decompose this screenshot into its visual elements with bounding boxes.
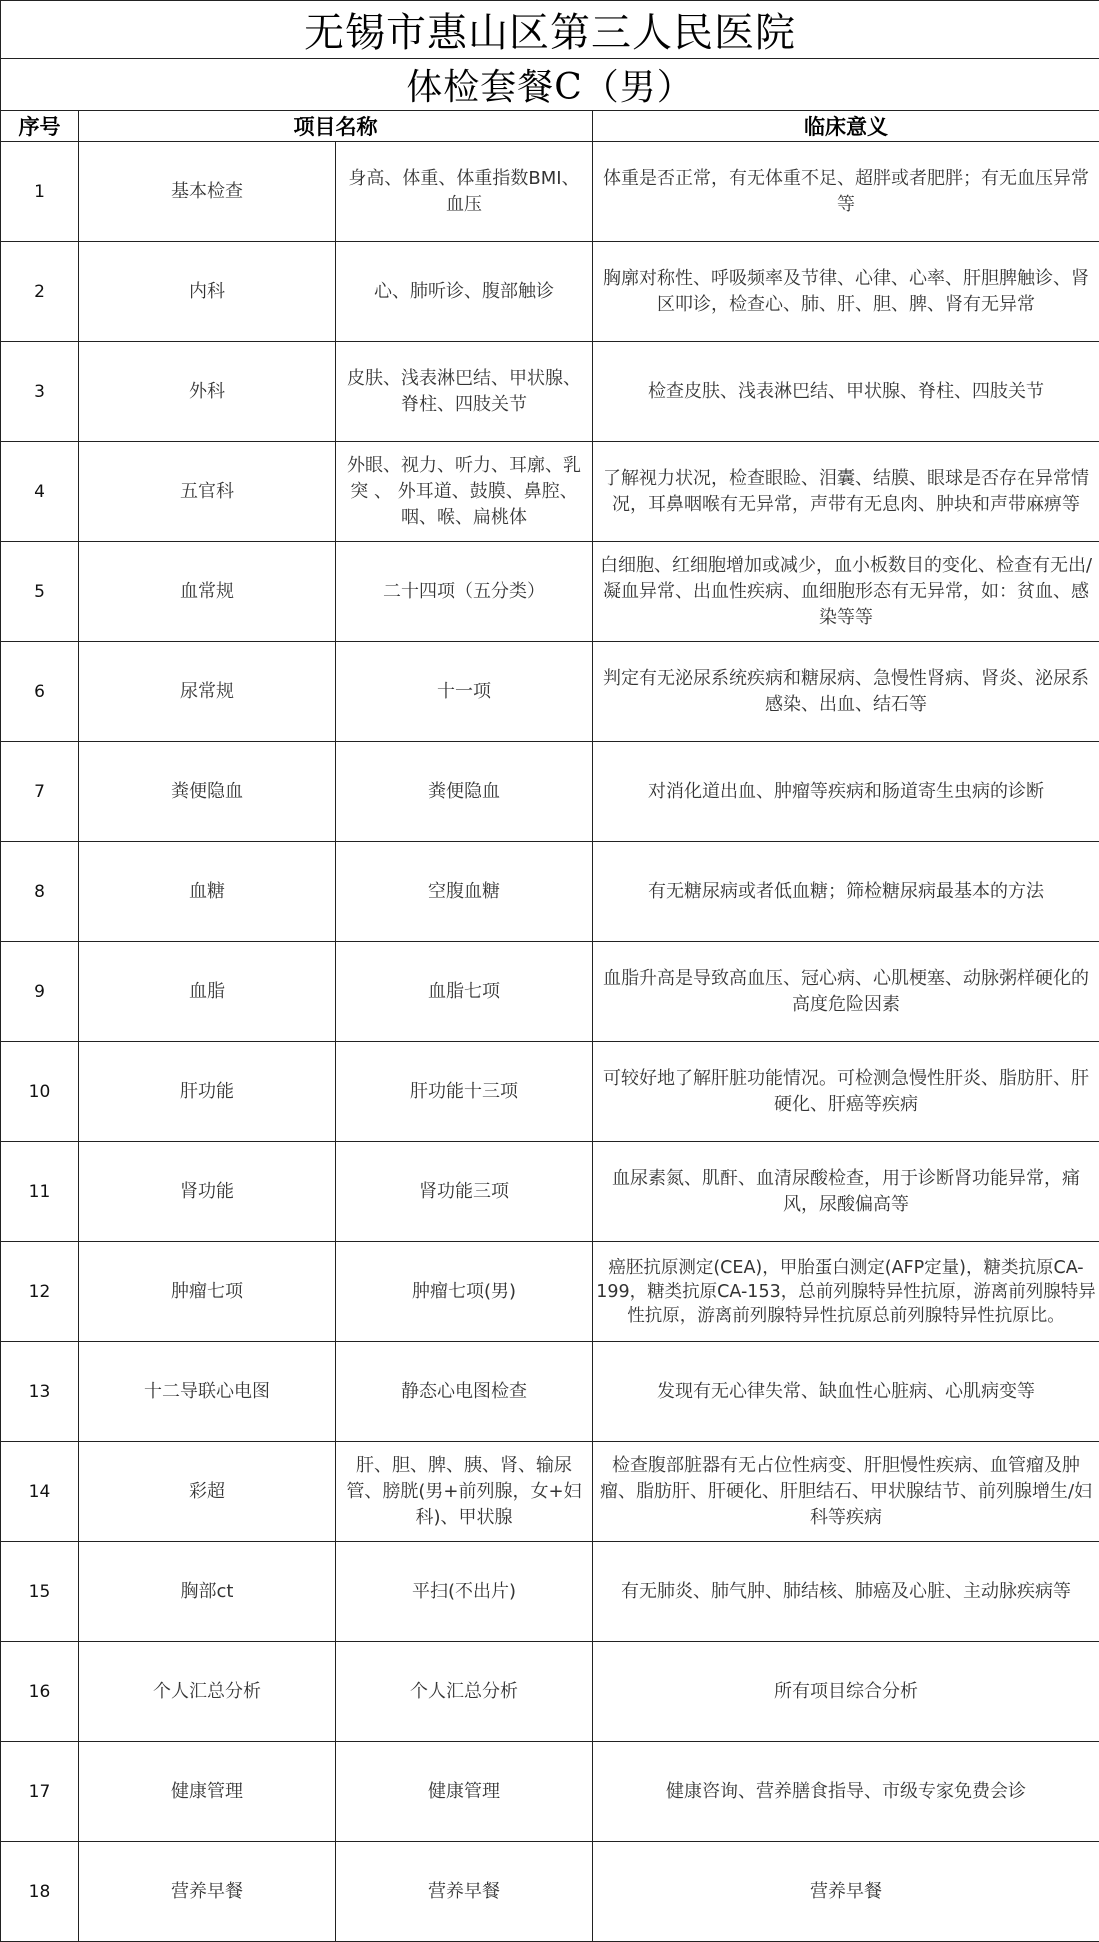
row-number: 12 bbox=[1, 1242, 79, 1342]
row-number: 3 bbox=[1, 342, 79, 442]
item-name: 胸部ct bbox=[79, 1542, 336, 1642]
item-name: 肿瘤七项 bbox=[79, 1242, 336, 1342]
subtitle-row bbox=[1, 59, 1099, 111]
item-name: 五官科 bbox=[79, 442, 336, 542]
table-row bbox=[1, 1442, 1099, 1542]
item-name: 营养早餐 bbox=[79, 1842, 336, 1942]
clinical-meaning: 营养早餐 bbox=[593, 1842, 1099, 1942]
table-row bbox=[1, 442, 1099, 542]
row-number: 11 bbox=[1, 1142, 79, 1242]
package-subtitle: 体检套餐C（男） bbox=[1, 59, 1099, 111]
table-row bbox=[1, 142, 1099, 242]
row-number: 2 bbox=[1, 242, 79, 342]
row-number: 15 bbox=[1, 1542, 79, 1642]
clinical-meaning: 可较好地了解肝脏功能情况。可检测急慢性肝炎、脂肪肝、肝硬化、肝癌等疾病 bbox=[593, 1042, 1099, 1142]
table-row bbox=[1, 1642, 1099, 1742]
item-name: 内科 bbox=[79, 242, 336, 342]
row-number: 9 bbox=[1, 942, 79, 1042]
item-name: 血糖 bbox=[79, 842, 336, 942]
row-number: 1 bbox=[1, 142, 79, 242]
row-number: 14 bbox=[1, 1442, 79, 1542]
item-detail: 营养早餐 bbox=[336, 1842, 593, 1942]
item-detail: 血脂七项 bbox=[336, 942, 593, 1042]
hospital-title: 无锡市惠山区第三人民医院 bbox=[1, 1, 1099, 59]
clinical-meaning: 有无肺炎、肺气肿、肺结核、肺癌及心脏、主动脉疾病等 bbox=[593, 1542, 1099, 1642]
item-detail: 个人汇总分析 bbox=[336, 1642, 593, 1742]
title-row bbox=[1, 1, 1099, 59]
table-row bbox=[1, 942, 1099, 1042]
table-row bbox=[1, 342, 1099, 442]
item-name: 十二导联心电图 bbox=[79, 1342, 336, 1442]
clinical-meaning: 健康咨询、营养膳食指导、市级专家免费会诊 bbox=[593, 1742, 1099, 1842]
clinical-meaning: 对消化道出血、肿瘤等疾病和肠道寄生虫病的诊断 bbox=[593, 742, 1099, 842]
table-row bbox=[1, 642, 1099, 742]
clinical-meaning: 有无糖尿病或者低血糖；筛检糖尿病最基本的方法 bbox=[593, 842, 1099, 942]
package-table-body bbox=[1, 1, 1099, 1942]
header-row bbox=[1, 111, 1099, 142]
clinical-meaning: 体重是否正常，有无体重不足、超胖或者肥胖；有无血压异常等 bbox=[593, 142, 1099, 242]
table-row bbox=[1, 1142, 1099, 1242]
item-detail: 肝、胆、脾、胰、肾、输尿管、膀胱(男+前列腺，女+妇科)、甲状腺 bbox=[336, 1442, 593, 1542]
item-name: 血脂 bbox=[79, 942, 336, 1042]
table-row bbox=[1, 1242, 1099, 1342]
clinical-meaning: 血尿素氮、肌酐、血清尿酸检查，用于诊断肾功能异常，痛风，尿酸偏高等 bbox=[593, 1142, 1099, 1242]
item-detail: 心、肺听诊、腹部触诊 bbox=[336, 242, 593, 342]
item-detail: 肿瘤七项(男) bbox=[336, 1242, 593, 1342]
item-name: 肝功能 bbox=[79, 1042, 336, 1142]
clinical-meaning: 检查皮肤、浅表淋巴结、甲状腺、脊柱、四肢关节 bbox=[593, 342, 1099, 442]
item-name: 肾功能 bbox=[79, 1142, 336, 1242]
item-name: 健康管理 bbox=[79, 1742, 336, 1842]
item-detail: 二十四项（五分类） bbox=[336, 542, 593, 642]
row-number: 5 bbox=[1, 542, 79, 642]
row-number: 17 bbox=[1, 1742, 79, 1842]
table-row bbox=[1, 742, 1099, 842]
item-detail: 空腹血糖 bbox=[336, 842, 593, 942]
table-row bbox=[1, 1042, 1099, 1142]
table-row bbox=[1, 242, 1099, 342]
item-name: 基本检查 bbox=[79, 142, 336, 242]
clinical-meaning: 了解视力状况，检查眼睑、泪囊、结膜、眼球是否存在异常情况，耳鼻咽喉有无异常，声带有无息肉、肿块和声带麻痹等 bbox=[593, 442, 1099, 542]
item-detail: 肾功能三项 bbox=[336, 1142, 593, 1242]
header-meaning: 临床意义 bbox=[593, 111, 1099, 142]
item-detail: 静态心电图检查 bbox=[336, 1342, 593, 1442]
table-row bbox=[1, 1542, 1099, 1642]
table-row bbox=[1, 1842, 1099, 1942]
header-no: 序号 bbox=[1, 111, 79, 142]
row-number: 10 bbox=[1, 1042, 79, 1142]
row-number: 8 bbox=[1, 842, 79, 942]
item-detail: 粪便隐血 bbox=[336, 742, 593, 842]
item-name: 尿常规 bbox=[79, 642, 336, 742]
clinical-meaning: 胸廓对称性、呼吸频率及节律、心律、心率、肝胆脾触诊、肾区叩诊，检查心、肺、肝、胆、脾、肾有无异常 bbox=[593, 242, 1099, 342]
row-number: 13 bbox=[1, 1342, 79, 1442]
clinical-meaning: 检查腹部脏器有无占位性病变、肝胆慢性疾病、血管瘤及肿瘤、脂肪肝、肝硬化、肝胆结石、甲状腺结节、前列腺增生/妇科等疾病 bbox=[593, 1442, 1099, 1542]
row-number: 6 bbox=[1, 642, 79, 742]
item-detail: 健康管理 bbox=[336, 1742, 593, 1842]
item-detail: 肝功能十三项 bbox=[336, 1042, 593, 1142]
item-detail: 平扫(不出片) bbox=[336, 1542, 593, 1642]
clinical-meaning: 所有项目综合分析 bbox=[593, 1642, 1099, 1742]
table-row bbox=[1, 1742, 1099, 1842]
item-name: 粪便隐血 bbox=[79, 742, 336, 842]
clinical-meaning: 癌胚抗原测定(CEA)，甲胎蛋白测定(AFP定量)，糖类抗原CA-199，糖类抗原CA-153，总前列腺特异性抗原，游离前列腺特异性抗原，游离前列腺特异性抗原总前列腺特异性抗原比。 bbox=[593, 1242, 1099, 1342]
item-detail: 皮肤、浅表淋巴结、甲状腺、脊柱、四肢关节 bbox=[336, 342, 593, 442]
item-detail: 十一项 bbox=[336, 642, 593, 742]
clinical-meaning: 判定有无泌尿系统疾病和糖尿病、急慢性肾病、肾炎、泌尿系感染、出血、结石等 bbox=[593, 642, 1099, 742]
clinical-meaning: 血脂升高是导致高血压、冠心病、心肌梗塞、动脉粥样硬化的高度危险因素 bbox=[593, 942, 1099, 1042]
row-number: 18 bbox=[1, 1842, 79, 1942]
header-item: 项目名称 bbox=[79, 111, 593, 142]
table-row bbox=[1, 1342, 1099, 1442]
row-number: 4 bbox=[1, 442, 79, 542]
clinical-meaning: 发现有无心律失常、缺血性心脏病、心肌病变等 bbox=[593, 1342, 1099, 1442]
table-row bbox=[1, 842, 1099, 942]
item-name: 个人汇总分析 bbox=[79, 1642, 336, 1742]
item-detail: 外眼、视力、听力、耳廓、乳突 、 外耳道、鼓膜、鼻腔、咽、喉、扁桃体 bbox=[336, 442, 593, 542]
clinical-meaning: 白细胞、红细胞增加或减少，血小板数目的变化、检查有无出/ 凝血异常、出血性疾病、血细胞形态有无异常，如：贫血、感染等等 bbox=[593, 542, 1099, 642]
table-row bbox=[1, 542, 1099, 642]
row-number: 16 bbox=[1, 1642, 79, 1742]
item-name: 彩超 bbox=[79, 1442, 336, 1542]
item-name: 外科 bbox=[79, 342, 336, 442]
row-number: 7 bbox=[1, 742, 79, 842]
item-detail: 身高、体重、体重指数BMI、血压 bbox=[336, 142, 593, 242]
item-name: 血常规 bbox=[79, 542, 336, 642]
